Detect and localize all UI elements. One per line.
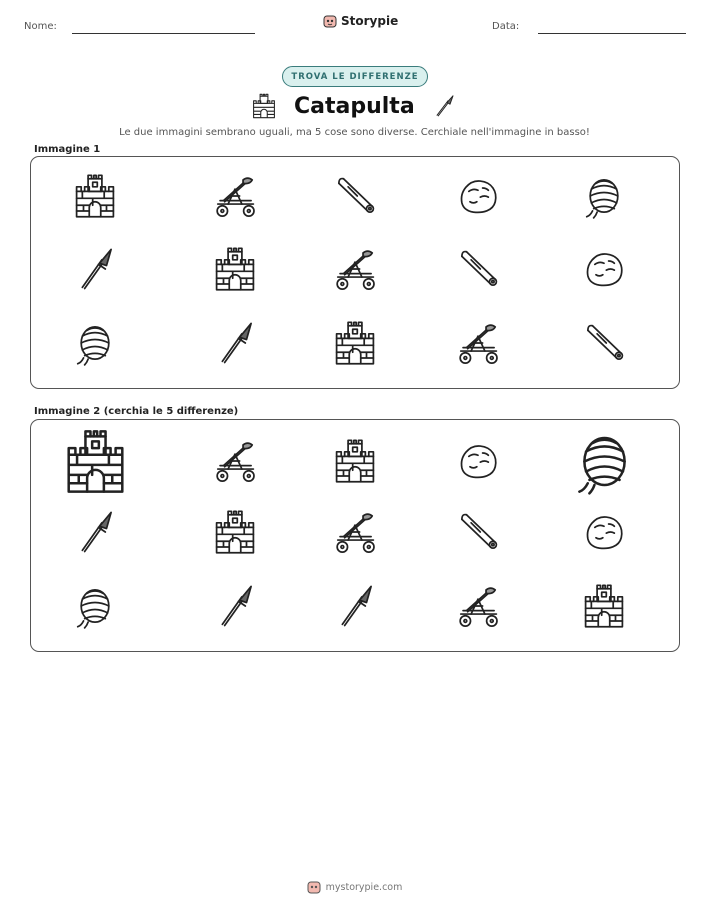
spear-icon[interactable] [212,583,258,629]
castle-icon[interactable] [62,428,129,495]
catapult-icon[interactable] [332,509,378,555]
spear-icon[interactable] [72,246,118,292]
rope-icon[interactable] [581,173,627,219]
brand-logo [323,14,398,28]
log-icon[interactable] [581,320,627,366]
name-label: Nome: [24,21,57,32]
rope-icon[interactable] [72,583,118,629]
rope-icon[interactable] [72,320,118,366]
castle-icon[interactable] [581,583,627,629]
spear-icon[interactable] [332,583,378,629]
date-field[interactable] [538,33,686,34]
catapult-icon[interactable] [332,246,378,292]
rock-icon[interactable] [455,438,501,484]
footer-url: mystorypie.com [325,881,403,893]
catapult-icon[interactable] [212,438,258,484]
castle-icon[interactable] [332,438,378,484]
footer [0,880,709,894]
panel1-label: Immagine 1 [34,144,101,155]
castle-icon[interactable] [212,509,258,555]
activity-badge: TROVA LE DIFFERENZE [282,66,428,87]
log-icon[interactable] [455,246,501,292]
title-castle-icon [250,93,278,123]
name-field[interactable] [72,33,255,34]
storypie-mascot-icon [307,880,321,894]
panel2-label: Immagine 2 (cerchia le 5 differenze) [34,406,239,417]
rope-icon[interactable] [571,428,638,495]
rock-icon[interactable] [581,509,627,555]
log-icon[interactable] [332,173,378,219]
title-spear-icon [432,91,456,125]
rock-icon[interactable] [581,246,627,292]
spear-icon[interactable] [72,509,118,555]
instructions: Le due immagini sembrano uguali, ma 5 cose sono diverse. Cerchiale nell'immagine in basso! [119,127,590,138]
spear-icon[interactable] [212,320,258,366]
catapult-icon[interactable] [455,583,501,629]
brand-name: Storypie [341,14,399,28]
date-label: Data: [492,21,520,32]
catapult-icon[interactable] [212,173,258,219]
castle-icon[interactable] [72,173,118,219]
page-title: Catapulta [294,94,415,119]
rock-icon[interactable] [455,173,501,219]
log-icon[interactable] [455,509,501,555]
castle-icon[interactable] [212,246,258,292]
storypie-mascot-icon [323,14,337,28]
catapult-icon[interactable] [455,320,501,366]
castle-icon[interactable] [332,320,378,366]
